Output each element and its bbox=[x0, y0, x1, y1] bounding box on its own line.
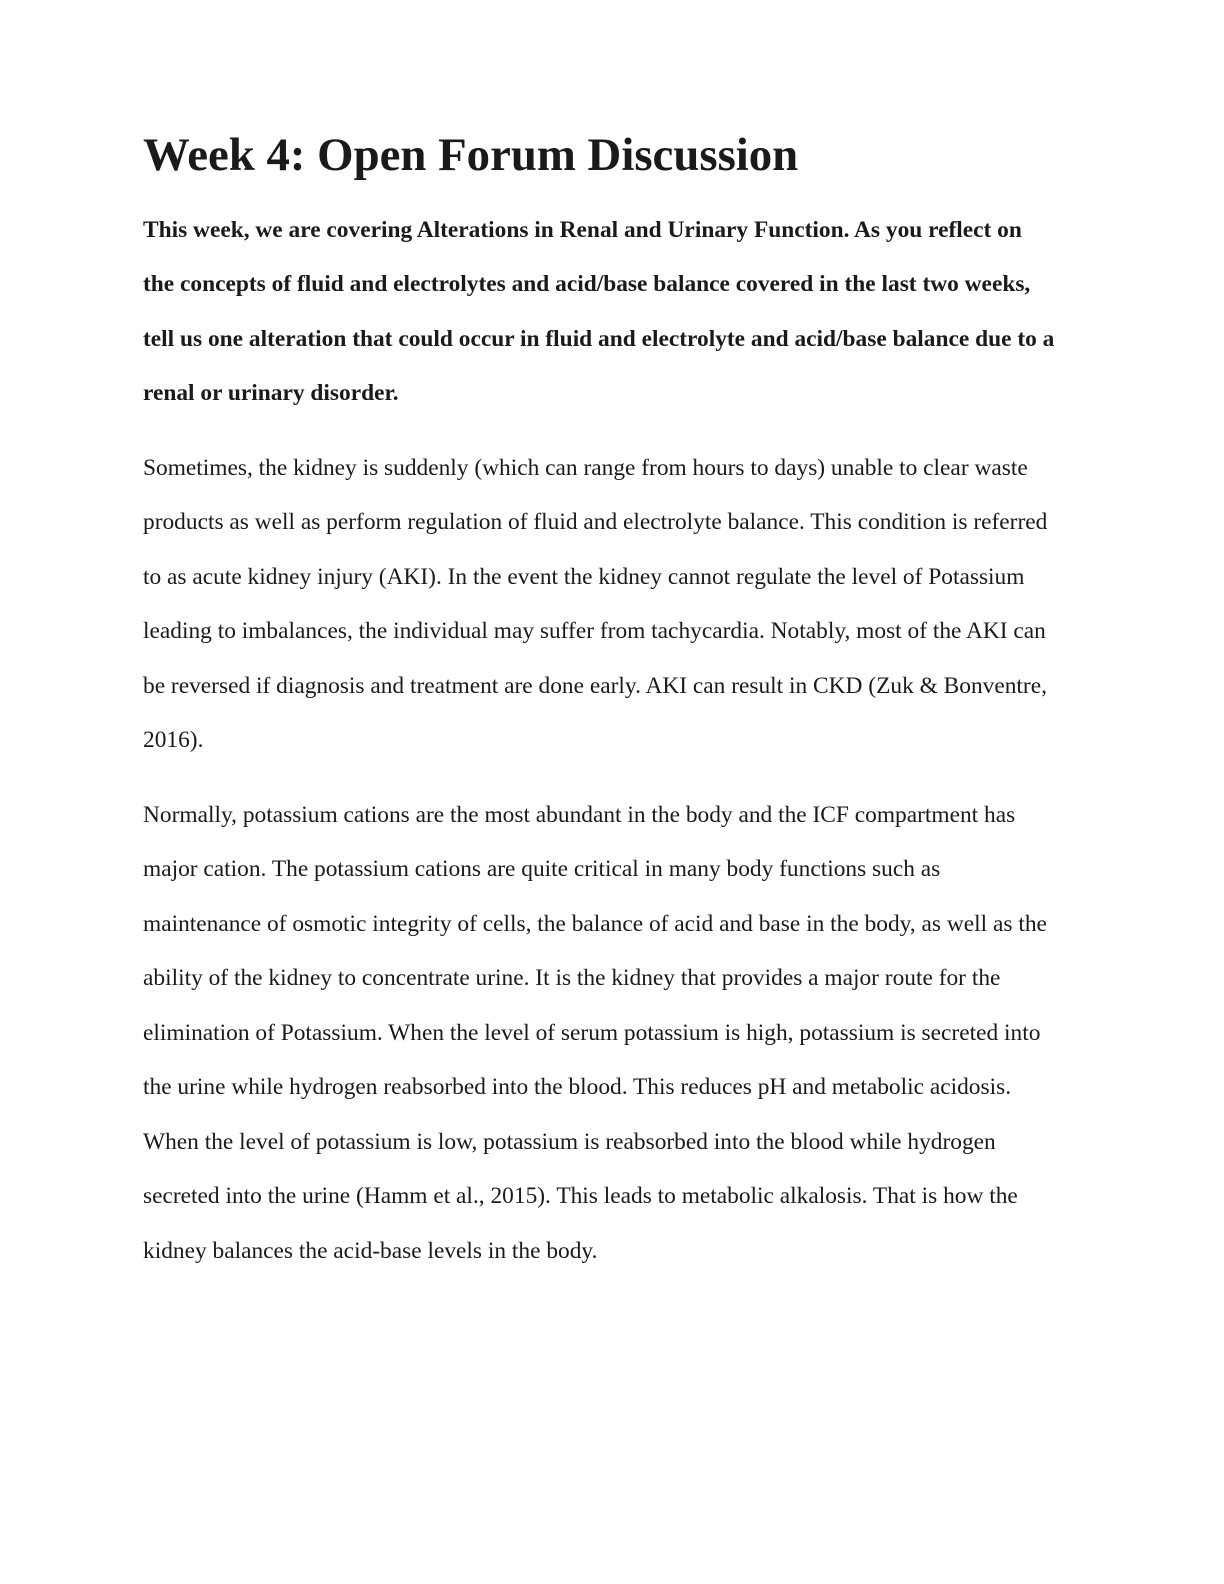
paragraph-line: kidney balances the acid-base levels in the body. bbox=[143, 1237, 598, 1264]
paragraph-line: the urine while hydrogen reabsorbed into the blood. This reduces pH and metabolic acidosis. bbox=[143, 1074, 1012, 1100]
paragraph-line: When the level of potassium is low, potassium is reabsorbed into the blood while hydrogen bbox=[143, 1128, 996, 1155]
prompt-line: tell us one alteration that could occur in fluid and electrolyte and acid/base balance due to a bbox=[143, 325, 1055, 352]
prompt-line: renal or urinary disorder. bbox=[143, 380, 399, 406]
prompt-line: the concepts of fluid and electrolytes and acid/base balance covered in the last two weeks, bbox=[143, 271, 1031, 297]
paragraph-line: ability of the kidney to concentrate urine. It is the kidney that provides a major route for the bbox=[143, 965, 1001, 991]
paragraph-line: be reversed if diagnosis and treatment are done early. AKI can result in CKD (Zuk & Bonventre, bbox=[143, 672, 1047, 699]
prompt-line: This week, we are covering Alterations in Renal and Urinary Function. As you reflect on bbox=[143, 216, 1022, 243]
paragraph-aki bbox=[143, 441, 1083, 768]
paragraph-line: Sometimes, the kidney is suddenly (which can range from hours to days) unable to clear waste bbox=[143, 454, 1028, 481]
paragraph-line: major cation. The potassium cations are quite critical in many body functions such as bbox=[143, 856, 941, 882]
discussion-prompt bbox=[143, 203, 1083, 421]
paragraph-line: products as well as perform regulation of fluid and electrolyte balance. This condition is referred bbox=[143, 509, 1048, 535]
paragraph-potassium bbox=[143, 788, 1083, 1279]
paragraph-line: Normally, potassium cations are the most abundant in the body and the ICF compartment has bbox=[143, 801, 1016, 828]
paragraph-line: 2016). bbox=[143, 727, 204, 753]
paragraph-line: maintenance of osmotic integrity of cells, the balance of acid and base in the body, as well as the bbox=[143, 910, 1047, 937]
paragraph-line: to as acute kidney injury (AKI). In the event the kidney cannot regulate the level of Potassium bbox=[143, 563, 1025, 590]
document-page bbox=[143, 128, 1083, 1278]
document-title: Week 4: Open Forum Discussion bbox=[143, 129, 799, 181]
paragraph-line: elimination of Potassium. When the level of serum potassium is high, potassium is secreted into bbox=[143, 1019, 1041, 1046]
paragraph-line: leading to imbalances, the individual may suffer from tachycardia. Notably, most of the AKI can bbox=[143, 618, 1046, 644]
paragraph-line: secreted into the urine (Hamm et al., 2015). This leads to metabolic alkalosis. That is how the bbox=[143, 1183, 1018, 1209]
